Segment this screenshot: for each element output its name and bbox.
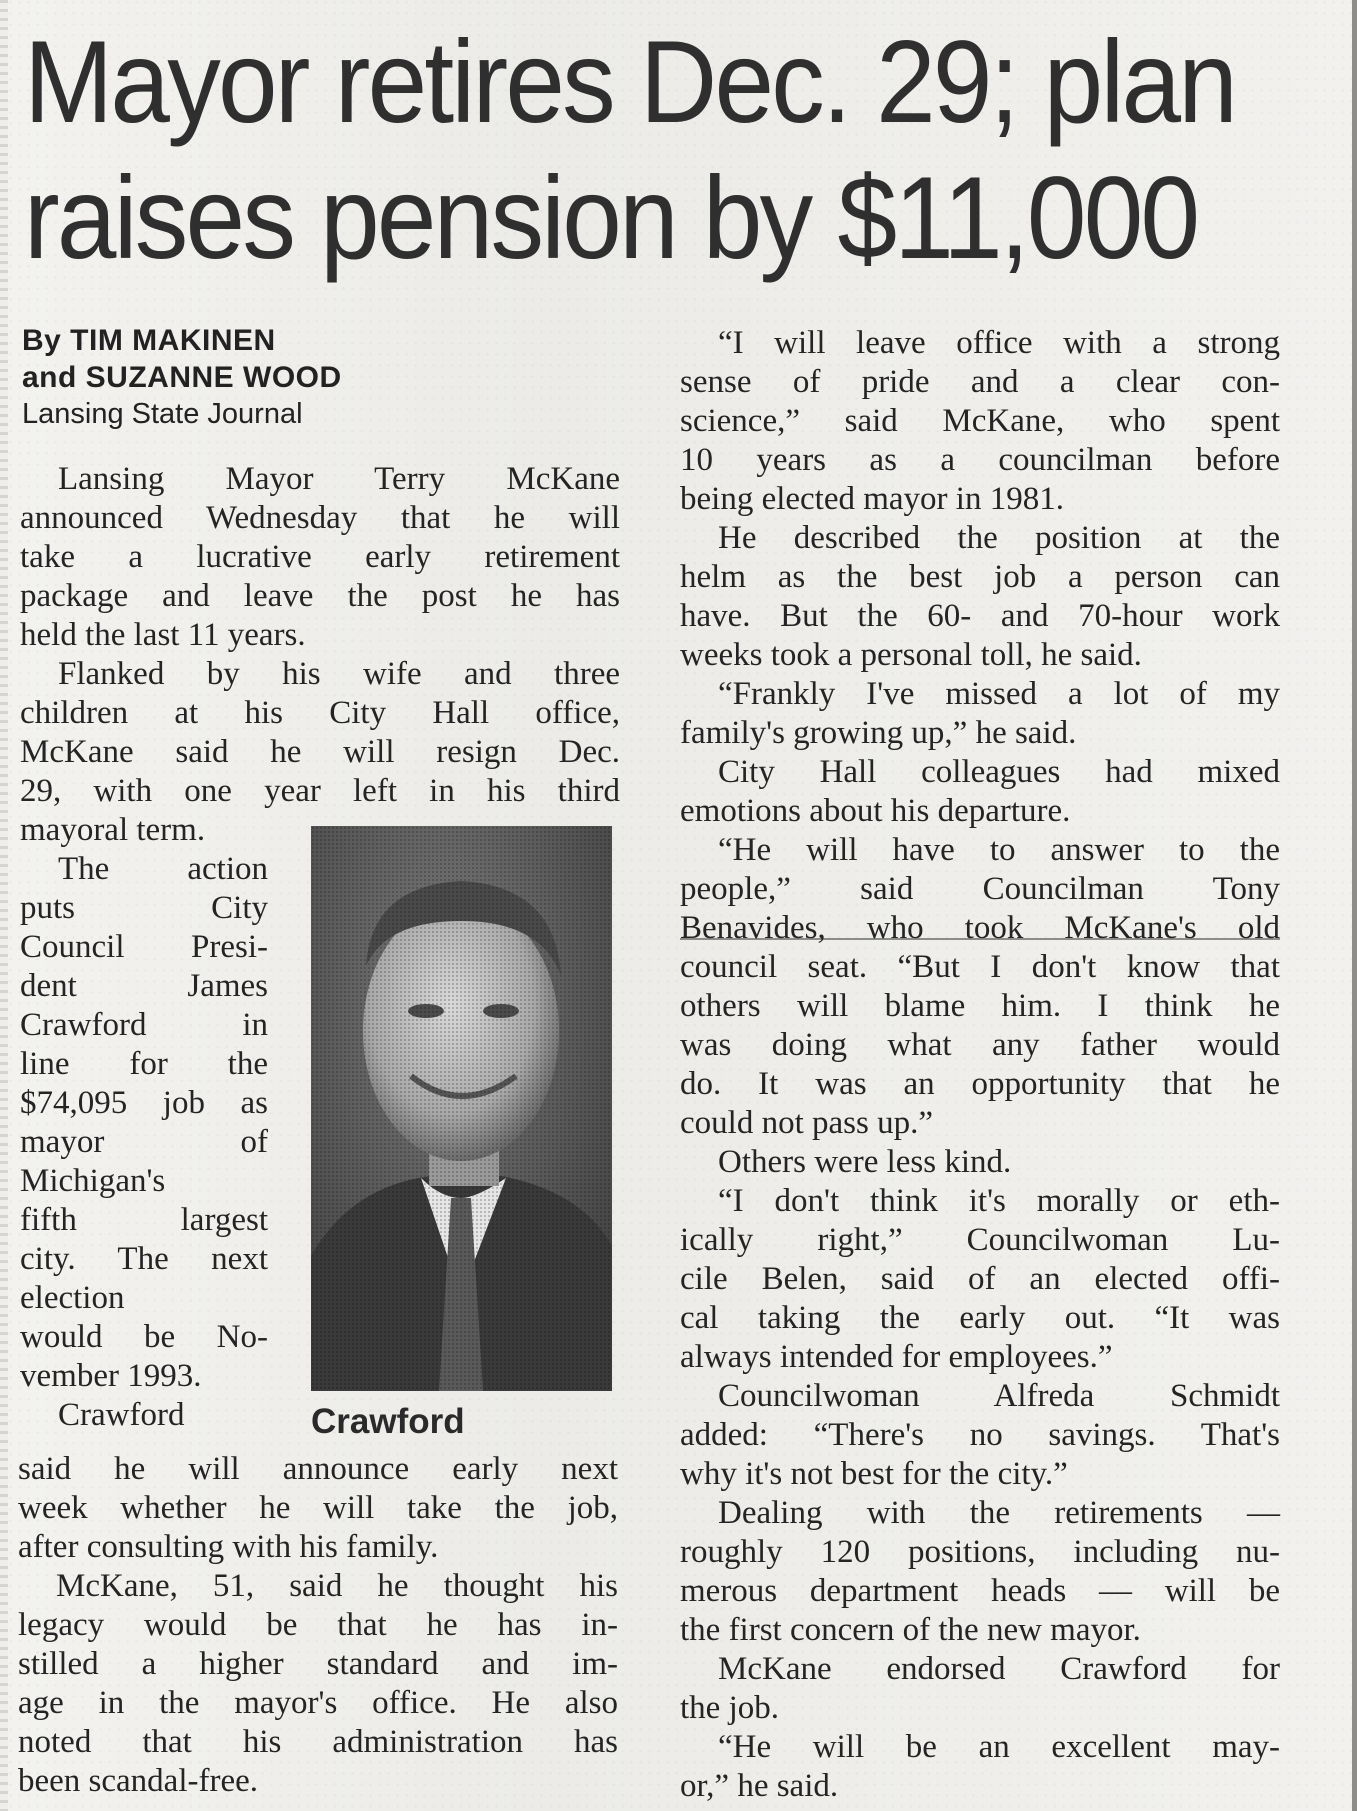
article-line: always intended for employees.” [680, 1339, 1113, 1375]
photo-caption: Crawford [311, 1402, 465, 1441]
article-line: Others were less kind. [718, 1144, 1012, 1180]
article-line: said he will announce early next [18, 1451, 618, 1487]
article-line: cile Belen, said of an elected offi- [680, 1261, 1280, 1297]
article-line: He described the position at the [718, 520, 1280, 556]
article-line: “He will have to answer to the [718, 832, 1280, 868]
article-line: $74,095 job as [20, 1085, 268, 1121]
article-line: City Hall colleagues had mixed [718, 754, 1280, 790]
article-line: vember 1993. [20, 1358, 202, 1394]
article-line: Crawford in [20, 1007, 268, 1043]
article-line: line for the [20, 1046, 268, 1082]
article-line: or,” he said. [680, 1768, 839, 1804]
article-line: council seat. “But I don't know that [680, 949, 1280, 985]
article-line: mayor of [20, 1124, 268, 1160]
article-line: announced Wednesday that he will [20, 500, 620, 536]
article-line: Crawford [58, 1397, 185, 1433]
article-line: election [20, 1280, 125, 1316]
article-line: people,” said Councilman Tony [680, 871, 1280, 907]
article-line: fifth largest [20, 1202, 268, 1238]
article-line: children at his City Hall office, [20, 695, 620, 731]
column-rule [1352, 0, 1357, 1811]
article-line: added: “There's no savings. That's [680, 1417, 1280, 1453]
article-line: Dealing with the retirements — [718, 1495, 1280, 1531]
article-line: package and leave the post he has [20, 578, 620, 614]
article-line: science,” said McKane, who spent [680, 403, 1280, 439]
article-line: legacy would be that he has in- [18, 1607, 618, 1643]
article-line: “Frankly I've missed a lot of my [718, 676, 1280, 712]
article-line: week whether he will take the job, [18, 1490, 618, 1526]
article-line: could not pass up.” [680, 1105, 933, 1141]
article-line: Flanked by his wife and three [58, 656, 620, 692]
headline-line-2: raises pension by $11,000 [24, 152, 1198, 283]
article-line: others will blame him. I think he [680, 988, 1280, 1024]
article-line: take a lucrative early retirement [20, 539, 620, 575]
article-line: “He will be an excellent may- [718, 1729, 1280, 1765]
article-line: held the last 11 years. [20, 617, 306, 653]
article-line: do. It was an opportunity that he [680, 1066, 1280, 1102]
article-line: have. But the 60- and 70-hour work [680, 598, 1280, 634]
article-column-left-top [20, 460, 620, 850]
article-line: McKane said he will resign Dec. [20, 734, 620, 770]
byline [22, 322, 342, 433]
article-line: stilled a higher standard and im- [18, 1646, 618, 1682]
article-line: would be No- [20, 1319, 268, 1355]
article-line: Benavides, who took McKane's old [680, 910, 1280, 946]
article-line: Councilwoman Alfreda Schmidt [718, 1378, 1280, 1414]
article-column-narrow [20, 850, 268, 1435]
article-line: McKane, 51, said he thought his [56, 1568, 618, 1604]
article-line: roughly 120 positions, including nu- [680, 1534, 1280, 1570]
article-line: helm as the best job a person can [680, 559, 1280, 595]
article-line: Council Presi- [20, 929, 268, 965]
crawford-photo [311, 826, 612, 1391]
article-line: noted that his administration has [18, 1724, 618, 1760]
headline [24, 14, 1236, 286]
article-line: merous department heads — will be [680, 1573, 1280, 1609]
article-column-left-bottom [18, 1450, 618, 1801]
article-line: being elected mayor in 1981. [680, 481, 1064, 517]
article-line: sense of pride and a clear con- [680, 364, 1280, 400]
article-line: been scandal-free. [18, 1763, 259, 1799]
article-line: Michigan's [20, 1163, 166, 1199]
article-line: Lansing Mayor Terry McKane [58, 461, 620, 497]
article-column-right [680, 324, 1280, 1806]
article-line: 29, with one year left in his third [20, 773, 620, 809]
article-line: McKane endorsed Crawford for [718, 1651, 1280, 1687]
byline-publication: Lansing State Journal [22, 398, 303, 430]
article-line: ically right,” Councilwoman Lu- [680, 1222, 1280, 1258]
portrait-image [311, 826, 612, 1391]
article-line: after consulting with his family. [18, 1529, 439, 1565]
article-line: why it's not best for the city.” [680, 1456, 1068, 1492]
article-line: “I will leave office with a strong [718, 325, 1280, 361]
clipping-left-edge [0, 0, 8, 1811]
article-line: mayoral term. [20, 812, 206, 848]
byline-author-2: and SUZANNE WOOD [22, 361, 342, 394]
article-line: the first concern of the new mayor. [680, 1612, 1141, 1648]
article-line: family's growing up,” he said. [680, 715, 1077, 751]
article-line: puts City [20, 890, 268, 926]
article-line: emotions about his departure. [680, 793, 1071, 829]
article-line: age in the mayor's office. He also [18, 1685, 618, 1721]
headline-line-1: Mayor retires Dec. 29; plan [24, 16, 1236, 147]
article-line: city. The next [20, 1241, 268, 1277]
article-line: “I don't think it's morally or eth- [718, 1183, 1280, 1219]
article-line: was doing what any father would [680, 1027, 1280, 1063]
article-line: dent James [20, 968, 268, 1004]
article-line: cal taking the early out. “It was [680, 1300, 1280, 1336]
article-line: 10 years as a councilman before [680, 442, 1280, 478]
article-line: weeks took a personal toll, he said. [680, 637, 1142, 673]
byline-author-1: By TIM MAKINEN [22, 324, 276, 357]
article-line: The action [58, 851, 268, 887]
article-line: the job. [680, 1690, 779, 1726]
